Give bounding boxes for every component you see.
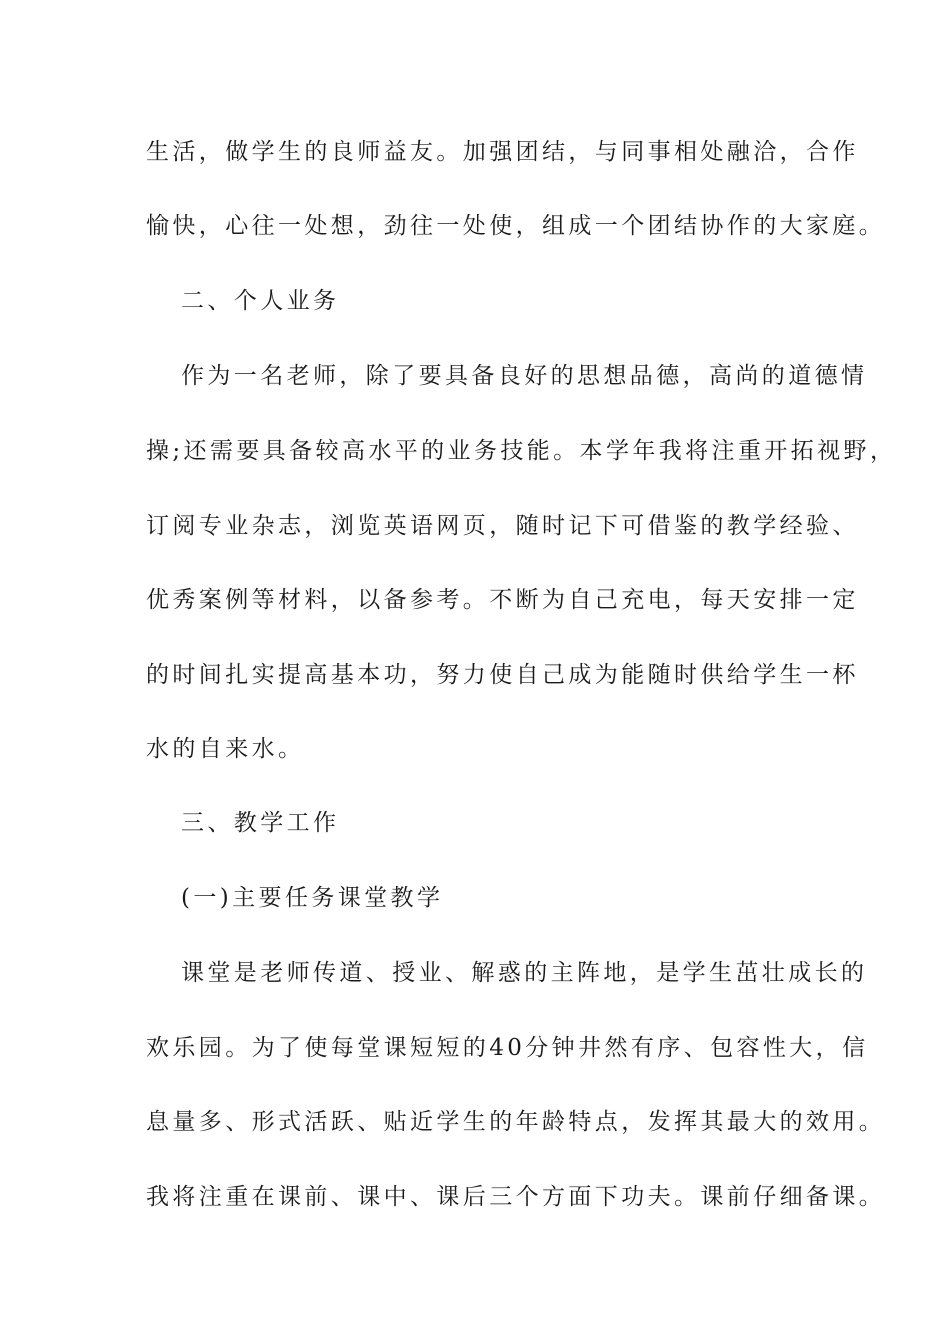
paragraph-line: 操;还需要具备较高水平的业务技能。本学年我将注重开拓视野， <box>146 438 897 464</box>
section-heading-teaching-work: 三、教学工作 <box>181 810 340 836</box>
section-heading-personal-business: 二、个人业务 <box>181 288 340 314</box>
paragraph-line: 生活，做学生的良师益友。加强团结，与同事相处融洽，合作 <box>146 139 859 165</box>
paragraph-line: 的时间扎实提高基本功，努力使自己成为能随时供给学生一杯 <box>146 662 859 688</box>
paragraph-line: 水的自来水。 <box>146 736 305 762</box>
paragraph-line: 愉快，心往一处想，劲往一处使，组成一个团结协作的大家庭。 <box>146 213 886 239</box>
paragraph-line: 息量多、形式活跃、贴近学生的年龄特点，发挥其最大的效用。 <box>146 1109 886 1135</box>
paragraph-line: 作为一名老师，除了要具备良好的思想品德，高尚的道德情 <box>181 363 868 389</box>
subsection-heading-classroom-teaching: (一)主要任务课堂教学 <box>181 885 444 911</box>
paragraph-line: 订阅专业杂志，浏览英语网页，随时记下可借鉴的教学经验、 <box>146 513 859 539</box>
paragraph-line: 课堂是老师传道、授业、解惑的主阵地，是学生茁壮成长的 <box>181 960 868 986</box>
paragraph-line: 我将注重在课前、课中、课后三个方面下功夫。课前仔细备课。 <box>146 1184 886 1210</box>
paragraph-line: 欢乐园。为了使每堂课短短的40分钟井然有序、包容性大，信 <box>146 1035 869 1061</box>
paragraph-line: 优秀案例等材料，以备参考。不断为自己充电，每天安排一定 <box>146 587 859 613</box>
